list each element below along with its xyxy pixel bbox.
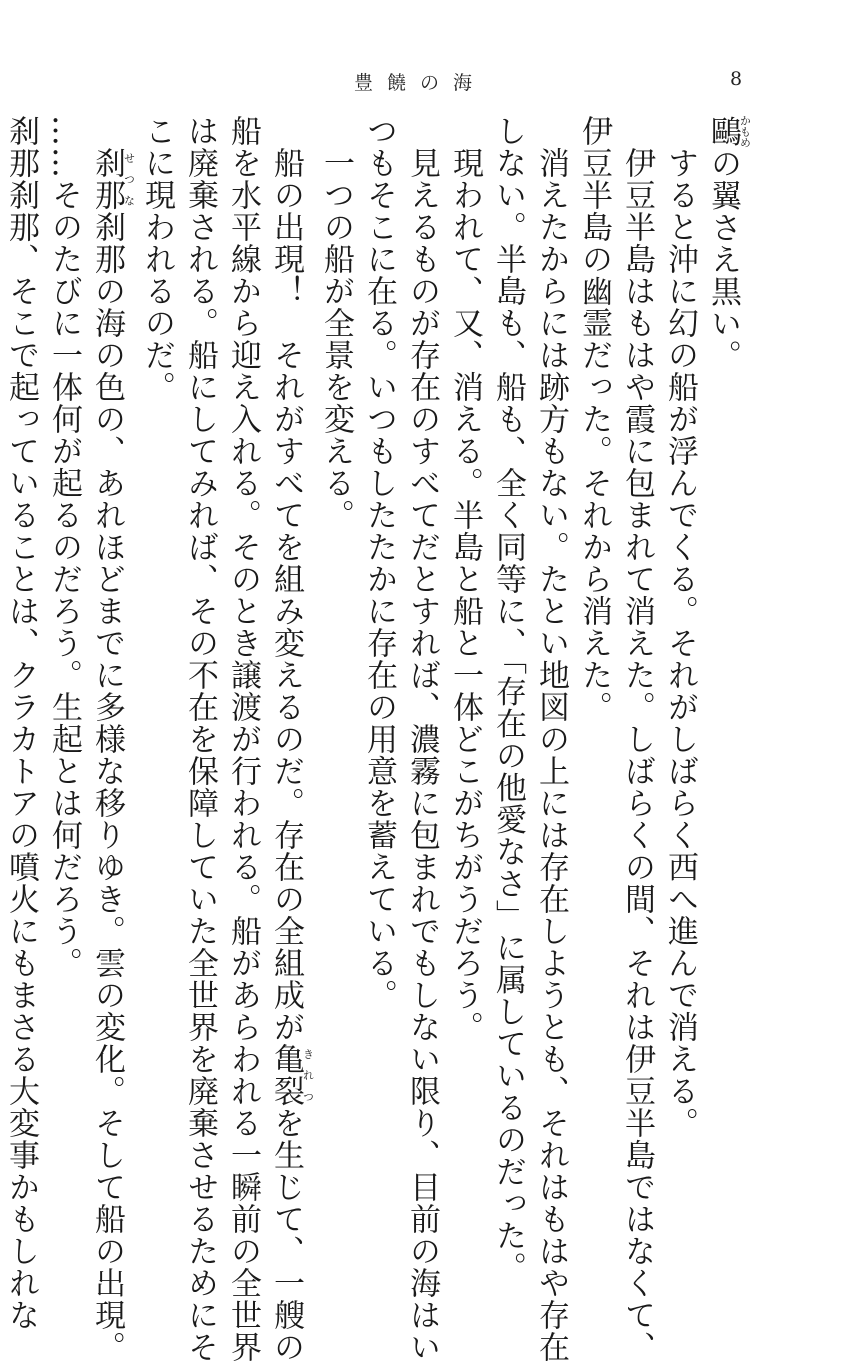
- vertical-body-text: [3, 115, 752, 1363]
- text-line-9: つもそこに在る。いつもしたたかに存在の用意を蓄えている。: [361, 115, 397, 1011]
- ruby-base: 亀裂: [268, 1043, 304, 1107]
- text-segment: を生じて、一艘の: [268, 1107, 304, 1363]
- text-line-3: 伊豆半島はもはや霞に包まれて消えた。しばらくの間、それは伊豆半島ではなくて、: [619, 115, 655, 1363]
- ruby-reading: せつな: [122, 147, 136, 211]
- text-segment: 刹那の海の色の、あれほどまでに多様な移りゆき。雲の変化。そして船の出現。: [89, 211, 125, 1363]
- ruby-base: 刹那: [89, 147, 125, 211]
- ruby-setsuna: [89, 147, 136, 211]
- ruby-base: 鷗: [705, 115, 741, 148]
- text-line-10: 一つの船が全景を変える。: [318, 115, 354, 531]
- text-line-16: ……そのたびに一体何が起るのだろう。生起とは何だろう。: [46, 115, 82, 979]
- running-title: 豊饒の海: [353, 72, 486, 94]
- text-line-6: しない。半島も、船も、全く同等に、「存在の他愛なさ」に属しているのだった。: [490, 115, 526, 1284]
- text-line-4: 伊豆半島の幽霊だった。それから消えた。: [576, 115, 612, 723]
- text-line-7: 現われて、又、消える。半島と船と一体どこがちがうだろう。: [447, 115, 483, 1043]
- text-line-11: [264, 115, 315, 1363]
- text-segment: 船の出現！ それがすべてを組み変えるのだ。存在の全組成が: [268, 115, 304, 1043]
- page-number: 8: [730, 68, 743, 90]
- text-line-15: [85, 115, 136, 1363]
- text-line-8: 見えるものが存在のすべてだとすれば、濃霧に包まれでもしない限り、目前の海はい: [404, 115, 440, 1363]
- text-line-14: こに現われるのだ。: [139, 115, 175, 403]
- text-line-17: 刹那刹那、そこで起っていることは、クラカトアの噴火にもまさる大変事かもしれな: [3, 115, 39, 1331]
- text-segment: の翼さえ黒い。: [705, 147, 741, 372]
- ruby-kiretsu: [268, 1043, 315, 1107]
- ruby-reading: きれつ: [301, 1043, 315, 1107]
- ruby-kamome: [705, 115, 752, 148]
- text-line-5: 消えたからには跡方もない。たとい地図の上には存在しようとも、それはもはや存在: [533, 115, 569, 1363]
- text-line-13: は廃棄される。船にしてみれば、その不在を保障していた全世界を廃棄させるためにそ: [182, 115, 218, 1363]
- text-line-1: [701, 115, 751, 1115]
- text-line-12: 船を水平線から迎え入れる。そのとき譲渡が行われる。船があらわれる一瞬前の全世界: [225, 115, 261, 1363]
- ruby-reading: かもめ: [738, 115, 752, 148]
- text-line-2: すると沖に幻の船が浮んでくる。それがしばらく西へ進んで消える。: [662, 115, 698, 1139]
